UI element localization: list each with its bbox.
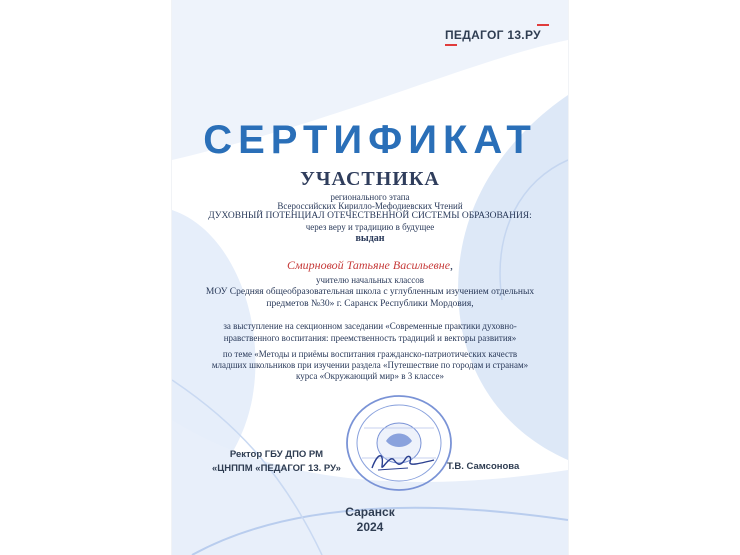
year: 2024 (356, 520, 384, 534)
reason-line-4: младших школьников при изучении раздела «Путешествие по городам и странам» (211, 360, 529, 370)
event-line-1: регионального этапа (330, 192, 410, 202)
certificate-title: СЕРТИФИКАТ (203, 118, 537, 162)
logo (445, 28, 549, 44)
logo-accent-right (537, 24, 549, 26)
reason-line-1: за выступление на секционном заседании «Современные практики духовно- (223, 321, 517, 331)
recipient-name-suffix: , (450, 258, 454, 272)
issued-label: выдан (355, 233, 385, 244)
recipient-position: учителю начальных классов (315, 275, 425, 285)
signer-name: Т.В. Самсонова (447, 461, 520, 472)
recipient-name: Смирновой Татьяне Васильевне (286, 258, 451, 272)
recipient-org-line-2: предметов №30» г. Саранск Республики Мордовия, (266, 299, 474, 309)
logo-accent-left (445, 44, 457, 46)
certificate-subtitle: УЧАСТНИКА (300, 168, 440, 190)
recipient-org-line-1: МОУ Средняя общеобразовательная школа с углубленным изучением отдельных (205, 287, 535, 297)
rector-block (212, 448, 341, 476)
rector-title: Ректор ГБУ ДПО РМ (229, 449, 324, 460)
reason-line-3: по теме «Методы и приёмы воспитания гражданско-патриотических качеств (222, 349, 518, 359)
event-line-2: Всероссийских Кирилло-Мефодиевских Чтений (277, 201, 463, 211)
rector-organization: «ЦНППМ «ПЕДАГОГ 13. РУ» (212, 463, 341, 474)
event-line-3: ДУХОВНЫЙ ПОТЕНЦИАЛ ОТЕЧЕСТВЕННОЙ СИСТЕМЫ ОБРАЗОВАНИЯ: (208, 211, 532, 221)
logo-text: ПЕДАГОГ 13.РУ (445, 28, 541, 42)
official-seal (344, 393, 454, 493)
event-line-4: через веру и традицию в будущее (305, 222, 435, 232)
certificate-page (172, 0, 568, 555)
city: Саранск (345, 505, 395, 519)
recipient-name-line (192, 258, 548, 273)
reason-line-2: нравственного воспитания: преемственность традиций и векторы развития» (223, 333, 517, 343)
signature-image (368, 446, 438, 476)
reason-line-5: курса «Окружающий мир» в 3 классе» (296, 371, 444, 381)
